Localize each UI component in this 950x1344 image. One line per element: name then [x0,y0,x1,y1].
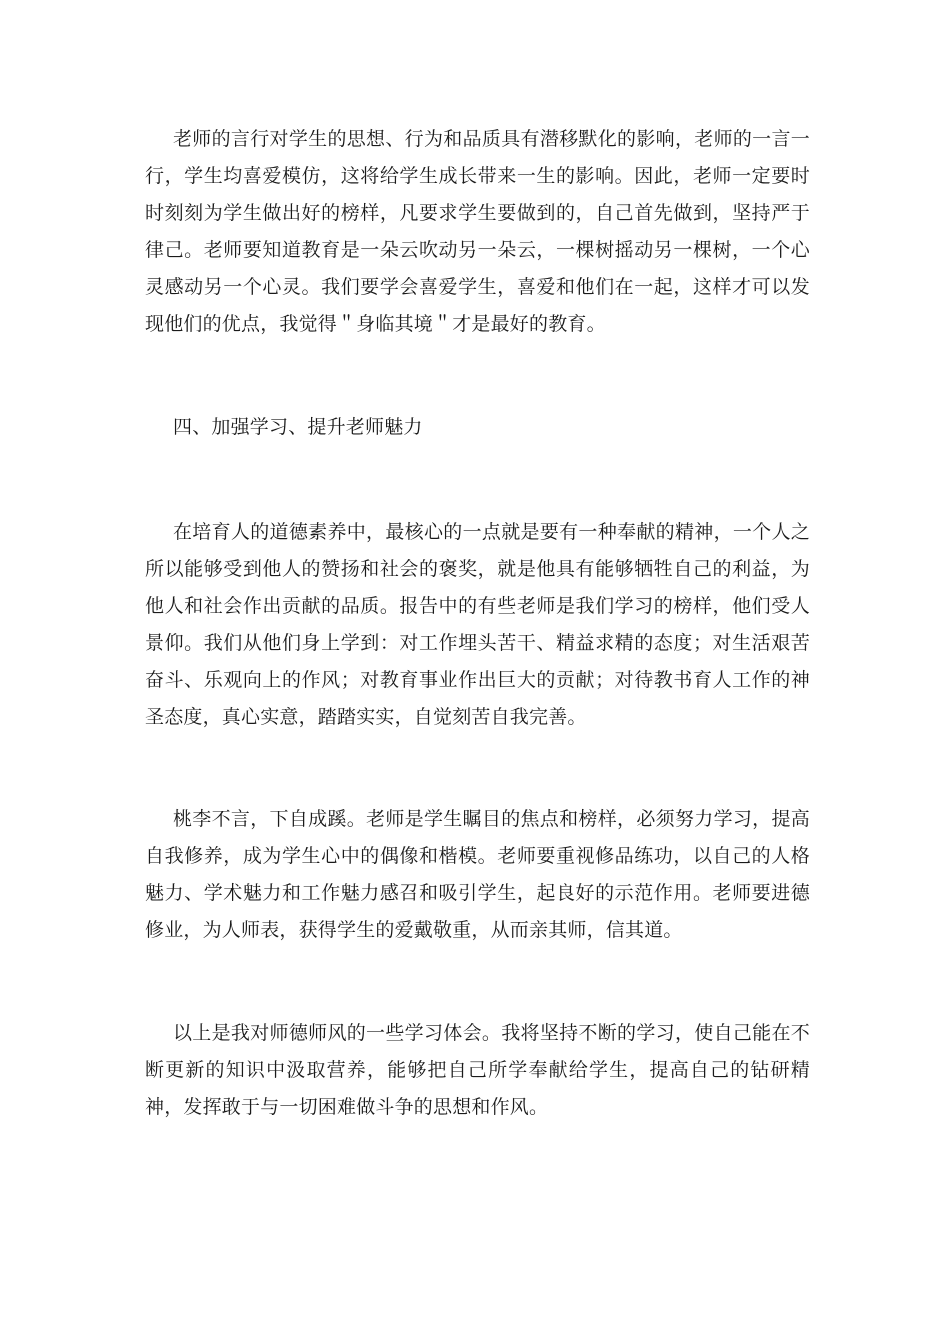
body-paragraph: 以上是我对师德师风的一些学习体会。我将坚持不断的学习，使自己能在不断更新的知识中汲取营养，能够把自己所学奉献给学生，提高自己的钻研精神，发挥敢于与一切困难做斗争的思想和作风。 [145,1022,810,1118]
body-paragraph: 老师的言行对学生的思想、行为和品质具有潜移默化的影响，老师的一言一行，学生均喜爱模仿，这将给学生成长带来一生的影响。因此，老师一定要时时刻刻为学生做出好的榜样，凡要求学生要做到的，自己首先做到，坚持严于律己。老师要知道教育是一朵云吹动另一朵云，一棵树摇动另一棵树，一个心灵感动另一个心灵。我们要学会喜爱学生，喜爱和他们在一起，这样才可以发现他们的优点，我觉得＂身临其境＂才是最好的教育。 [145,128,810,335]
body-paragraph: 在培育人的道德素养中，最核心的一点就是要有一种奉献的精神，一个人之所以能够受到他人的赞扬和社会的褒奖，就是他具有能够牺牲自己的利益，为他人和社会作出贡献的品质。报告中的有些老师是我们学习的榜样，他们受人景仰。我们从他们身上学到：对工作埋头苦干、精益求精的态度；对生活艰苦奋斗、乐观向上的作风；对教育事业作出巨大的贡献；对待教书育人工作的神圣态度，真心实意，踏踏实实，自觉刻苦自我完善。 [145,521,810,728]
section-heading: 四、加强学习、提升老师魅力 [173,416,423,438]
body-paragraph: 桃李不言，下自成蹊。老师是学生瞩目的焦点和榜样，必须努力学习，提高自我修养，成为学生心中的偶像和楷模。老师要重视修品练功，以自己的人格魅力、学术魅力和工作魅力感召和吸引学生，起良好的示范作用。老师要进德修业，为人师表，获得学生的爱戴敬重，从而亲其师，信其道。 [145,808,810,941]
